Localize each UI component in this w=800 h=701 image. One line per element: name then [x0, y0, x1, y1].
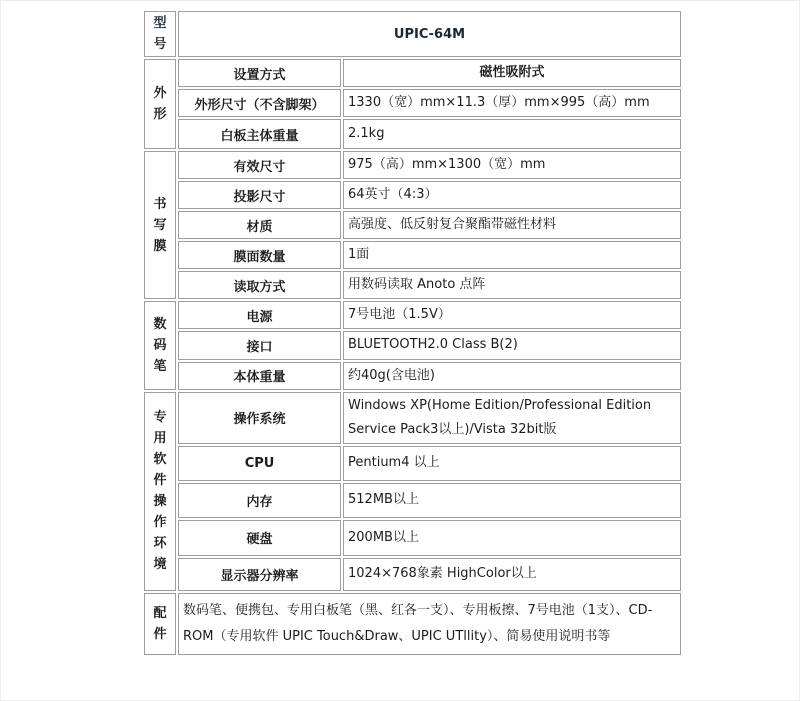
category-cell-software-environment	[144, 392, 176, 591]
value-cell: 7号电池（1.5V）	[343, 301, 681, 329]
product-spec-table	[142, 9, 683, 657]
category-label: 数码笔	[153, 316, 167, 375]
category-cell-digital-pen	[144, 301, 176, 389]
spec-row	[144, 520, 681, 556]
spec-row	[144, 211, 681, 239]
accessories-row	[144, 593, 681, 655]
category-label: 书写膜	[153, 196, 167, 254]
accessories-value-cell: 数码笔、便携包、专用白板笔（黑、红各一支）、专用板擦、7号电池（1支）、CD-ROM（专用软件 UPIC Touch&Draw、UPIC UTllity）、简易使用说明书等	[178, 593, 681, 655]
label-cell: 外形尺寸（不含脚架）	[178, 89, 341, 117]
label-cell: 材质	[178, 211, 341, 239]
value-cell: BLUETOOTH2.0 Class B(2)	[343, 331, 681, 359]
spec-row	[144, 392, 681, 444]
label-cell: 投影尺寸	[178, 181, 341, 209]
spec-row	[144, 241, 681, 269]
label-cell: 读取方式	[178, 271, 341, 299]
value-cell: 200MB以上	[343, 520, 681, 556]
label-cell: 内存	[178, 483, 341, 518]
category-cell-writing-film	[144, 151, 176, 299]
spec-row	[144, 331, 681, 359]
value-cell: 磁性吸附式	[343, 59, 681, 87]
spec-row	[144, 271, 681, 299]
value-cell: 2.1kg	[343, 119, 681, 149]
label-cell: 本体重量	[178, 362, 341, 390]
label-cell: 电源	[178, 301, 341, 329]
value-cell: 约40g(含电池)	[343, 362, 681, 390]
model-category-cell	[144, 11, 176, 57]
spec-row	[144, 59, 681, 87]
category-label: 专用软件操作环境	[153, 409, 167, 573]
label-cell: 操作系统	[178, 392, 341, 444]
spec-row	[144, 301, 681, 329]
value-cell: 1面	[343, 241, 681, 269]
spec-row	[144, 119, 681, 149]
category-label: 配件	[153, 605, 167, 642]
value-cell: 512MB以上	[343, 483, 681, 518]
value-cell: 64英寸（4:3）	[343, 181, 681, 209]
value-cell: 1330（宽）mm×11.3（厚）mm×995（高）mm	[343, 89, 681, 117]
category-label: 外形	[153, 86, 167, 123]
label-cell: 硬盘	[178, 520, 341, 556]
label-cell: 有效尺寸	[178, 151, 341, 179]
spec-row	[144, 89, 681, 117]
value-cell: 高强度、低反射复合聚酯带磁性材料	[343, 211, 681, 239]
label-cell: 设置方式	[178, 59, 341, 87]
value-cell: Windows XP(Home Edition/Professional Edition Service Pack3以上)/Vista 32bit版	[343, 392, 681, 444]
spec-row	[144, 181, 681, 209]
label-cell: 接口	[178, 331, 341, 359]
spec-row	[144, 362, 681, 390]
spec-table-container	[142, 9, 683, 657]
spec-row	[144, 483, 681, 518]
value-cell: 975（高）mm×1300（宽）mm	[343, 151, 681, 179]
spec-row	[144, 151, 681, 179]
label-cell: 白板主体重量	[178, 119, 341, 149]
label-cell: 显示器分辨率	[178, 558, 341, 591]
label-cell: CPU	[178, 446, 341, 481]
spec-row	[144, 446, 681, 481]
value-cell: 用数码读取 Anoto 点阵	[343, 271, 681, 299]
spec-row	[144, 558, 681, 591]
value-cell: 1024×768象素 HighColor以上	[343, 558, 681, 591]
model-category-label: 型号	[153, 16, 167, 53]
value-cell: Pentium4 以上	[343, 446, 681, 481]
model-header-row	[144, 11, 681, 57]
model-name-cell: UPIC-64M	[178, 11, 681, 57]
category-cell-exterior	[144, 59, 176, 149]
label-cell: 膜面数量	[178, 241, 341, 269]
category-cell-accessories	[144, 593, 176, 655]
